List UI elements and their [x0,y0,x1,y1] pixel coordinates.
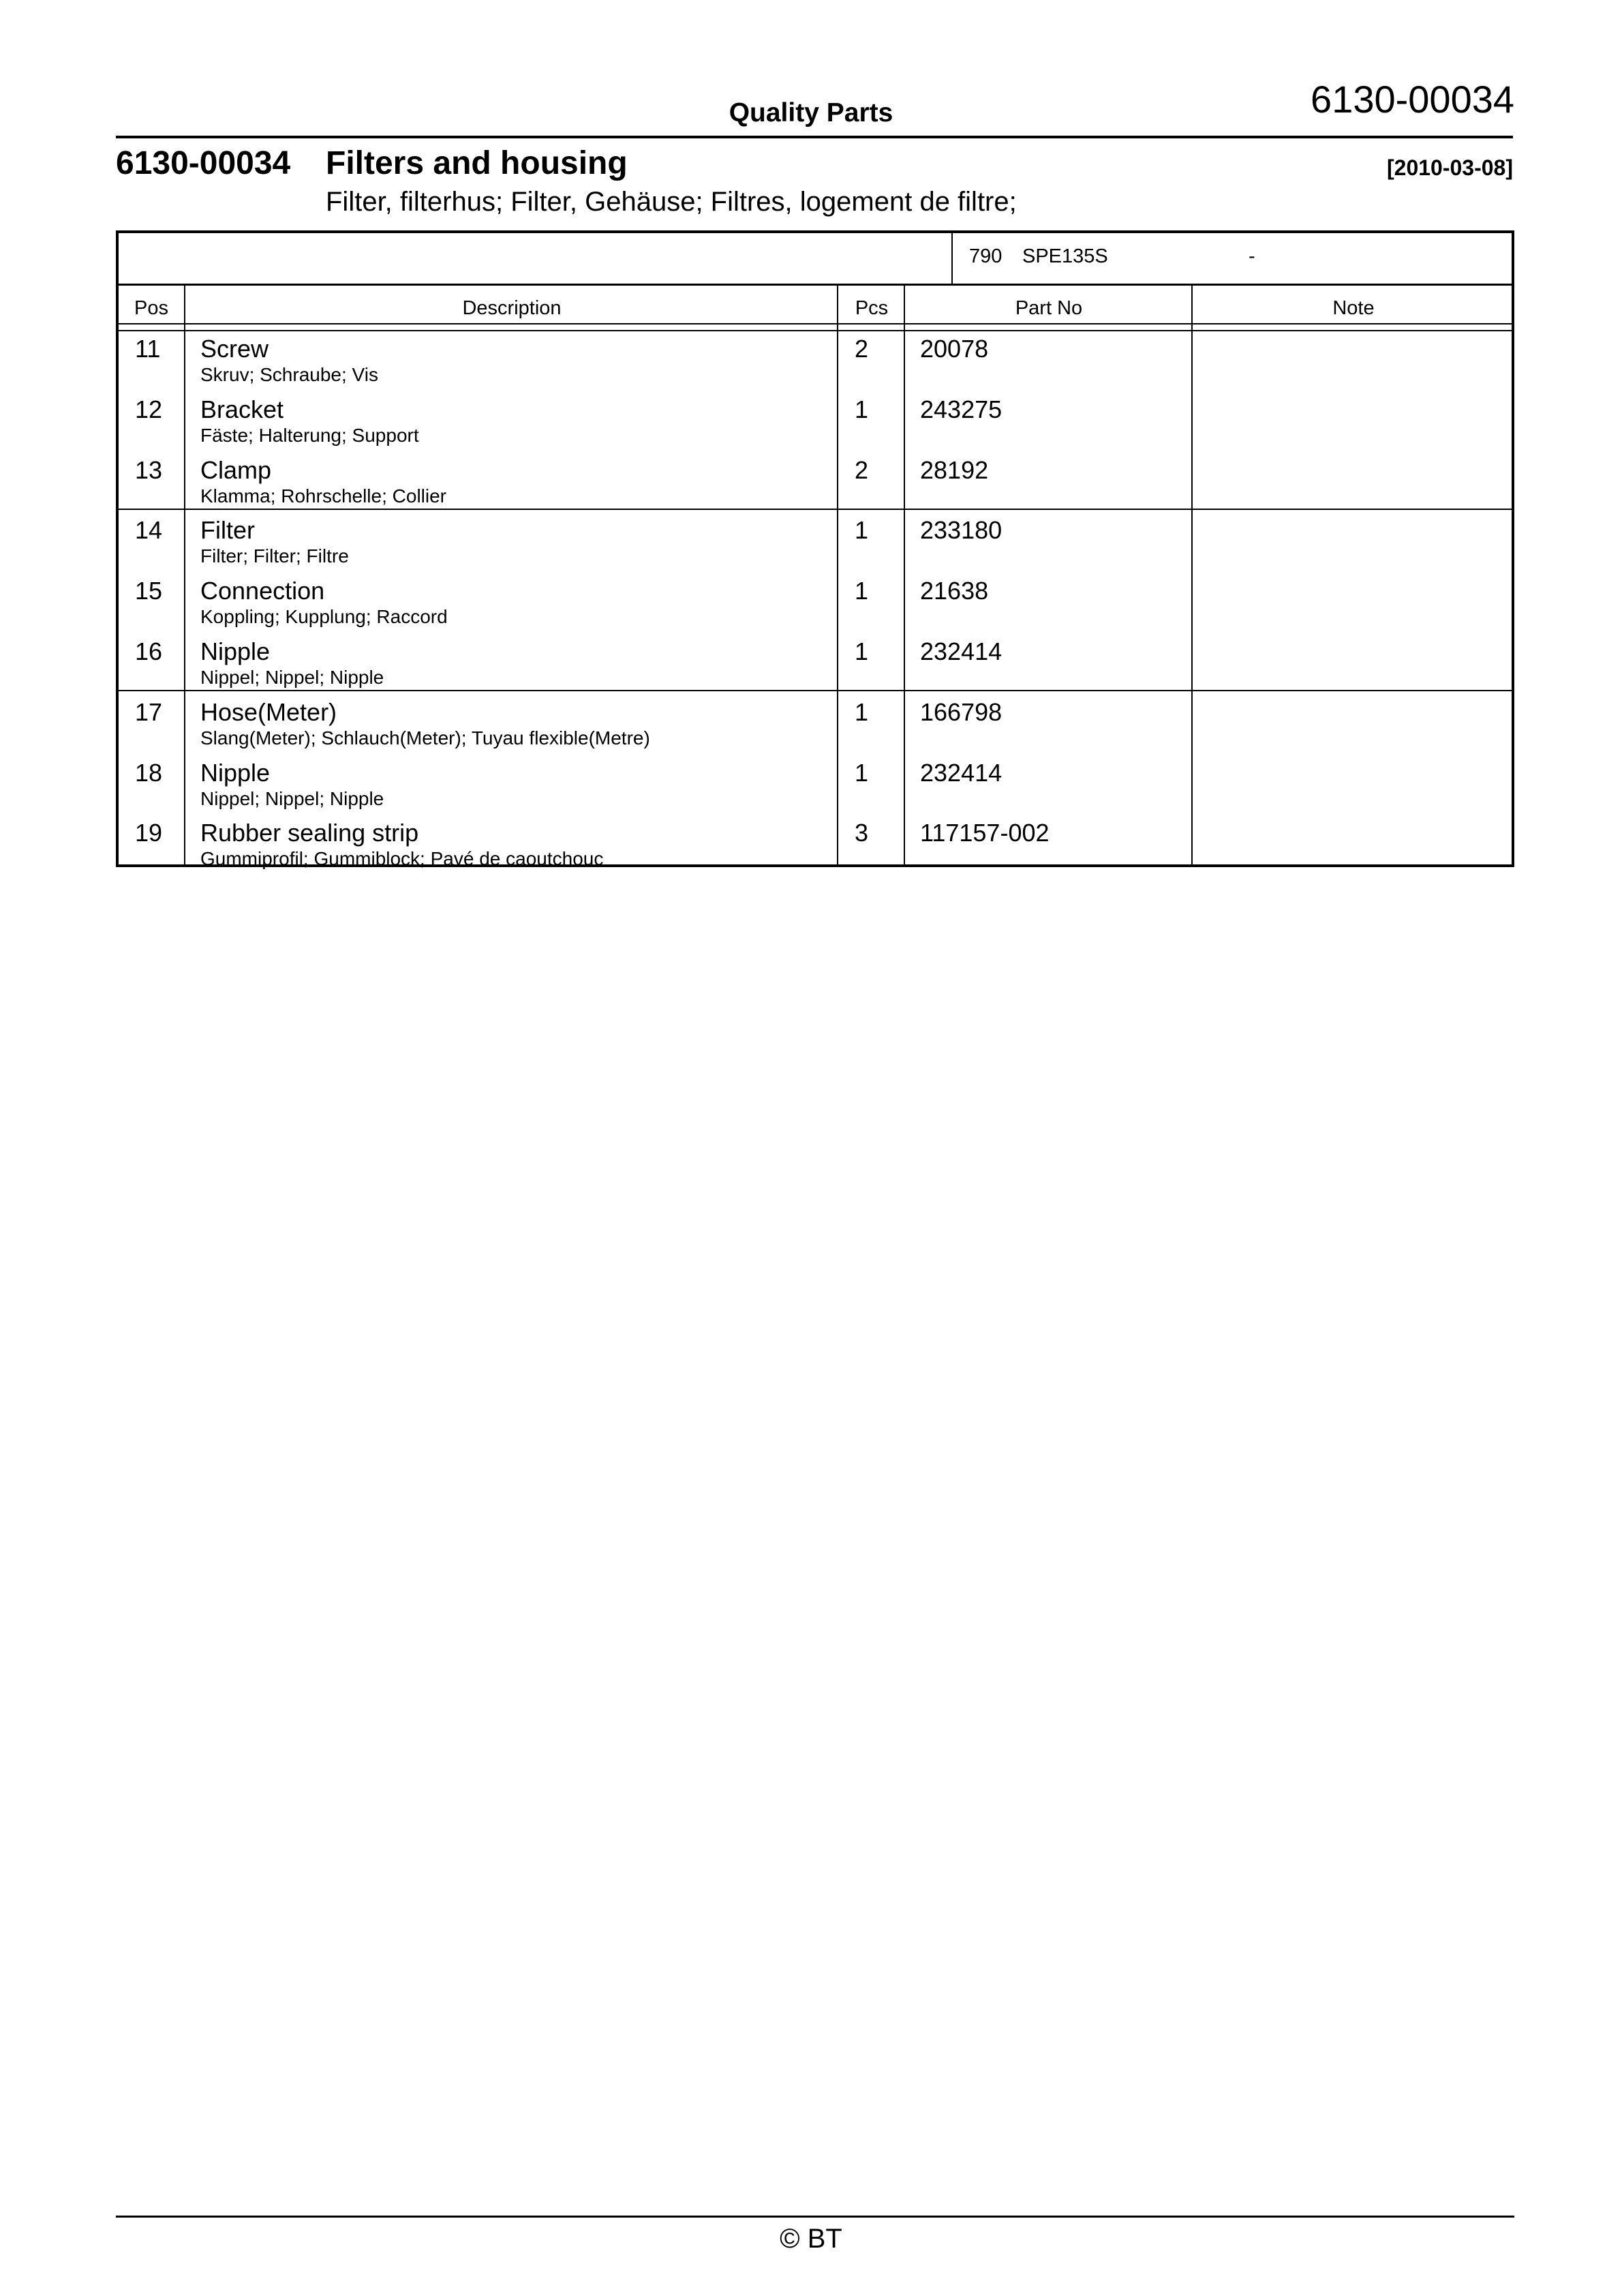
row-part-no: 20078 [920,335,989,363]
row-pcs: 2 [855,456,869,484]
header-rule-1 [119,323,1512,324]
row-pcs: 1 [855,577,869,605]
header-title: Quality Parts [729,98,893,127]
model-name: SPE135S [1022,245,1108,267]
model-number: 790 [969,245,1003,267]
column-header-pos: Pos [134,297,168,319]
row-pcs: 2 [855,335,869,363]
row-pcs: 1 [855,516,869,544]
row-name: Nipple [200,759,271,787]
header-divider [116,136,1513,138]
group-divider [119,690,1512,691]
model-row-divider [951,233,953,284]
row-name: Screw [200,335,269,363]
row-translations: Skruv; Schraube; Vis [200,364,378,385]
row-translations: Koppling; Kupplung; Raccord [200,606,448,627]
parts-table [116,230,1514,867]
row-part-no: 232414 [920,759,1003,787]
row-pos: 12 [135,395,163,423]
row-part-no: 243275 [920,395,1003,423]
row-pos: 19 [135,819,163,847]
row-translations: Slang(Meter); Schlauch(Meter); Tuyau flexible(Metre) [200,727,650,749]
row-translations: Fäste; Halterung; Support [200,425,419,446]
footer-divider [116,2216,1514,2218]
row-pcs: 1 [855,698,869,726]
footer-copyright: © BT [780,2224,842,2254]
row-pos: 11 [135,335,161,363]
column-header-part-no: Part No [1015,297,1083,319]
row-translations: Filter; Filter; Filtre [200,545,349,567]
row-pos: 18 [135,759,163,787]
row-pcs: 3 [855,819,869,847]
row-pos: 17 [135,698,163,726]
row-part-no: 21638 [920,577,989,605]
row-pos: 14 [135,516,163,544]
header-rule-2 [119,330,1512,331]
row-translations: Nippel; Nippel; Nipple [200,667,384,688]
row-part-no: 117157-002 [920,819,1050,847]
row-name: Filter [200,516,255,544]
row-part-no: 28192 [920,456,989,484]
column-divider [1191,284,1193,864]
row-pcs: 1 [855,395,869,423]
header-doc-number: 6130-00034 [1311,78,1514,121]
row-part-no: 233180 [920,516,1003,544]
row-pos: 13 [135,456,163,484]
row-name: Nipple [200,637,271,665]
model-variant: - [1249,245,1255,267]
row-name: Bracket [200,395,284,423]
section-title: Filters and housing [326,145,628,181]
column-divider [904,284,905,864]
row-part-no: 232414 [920,637,1003,665]
section-code: 6130-00034 [116,145,291,181]
row-pcs: 1 [855,637,869,665]
column-header-pcs: Pcs [855,297,889,319]
row-translations: Nippel; Nippel; Nipple [200,788,384,809]
section-date: [2010-03-08] [1387,155,1513,180]
row-name: Rubber sealing strip [200,819,419,847]
row-pos: 15 [135,577,163,605]
column-header-description: Description [462,297,562,319]
row-translations: Gummiprofil; Gummiblock; Pavé de caoutchouc [200,848,604,869]
row-name: Clamp [200,456,272,484]
row-name: Hose(Meter) [200,698,337,726]
group-divider [119,509,1512,510]
row-translations: Klamma; Rohrschelle; Collier [200,485,447,507]
row-pos: 16 [135,637,163,665]
row-pcs: 1 [855,759,869,787]
column-header-note: Note [1332,297,1375,319]
model-row-rule [119,284,1512,286]
row-part-no: 166798 [920,698,1003,726]
row-name: Connection [200,577,325,605]
column-divider [837,284,838,864]
column-divider [184,284,185,864]
section-subtitle: Filter, filterhus; Filter, Gehäuse; Filtres, logement de filtre; [326,187,1017,217]
